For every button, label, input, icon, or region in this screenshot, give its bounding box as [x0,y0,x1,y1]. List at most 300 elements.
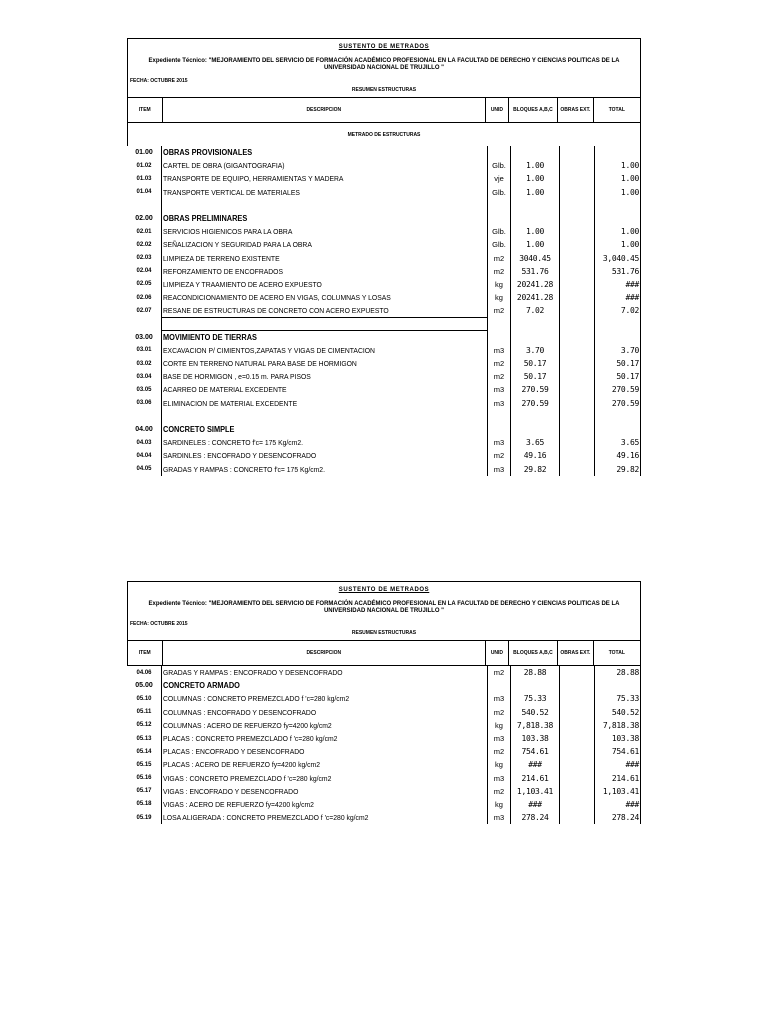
item-unit-text: kg [495,720,503,730]
item-total-value [594,238,641,251]
col-item: ITEM [138,107,151,113]
item-total-value [594,732,641,745]
item-bloques-value-text: 20241.28 [516,293,554,303]
item-code-text: 05.14 [136,748,152,755]
table-row [127,758,641,771]
item-obras-value [559,397,594,410]
item-code-text: 04.03 [136,439,152,446]
item-unit [488,811,510,824]
item-total-value [594,449,641,462]
fecha: FECHA: OCTUBRE 2015 [130,78,188,84]
item-bloques-value [510,772,559,785]
item-description-text: TRANSPORTE DE EQUIPO, HERRAMIENTAS Y MADERA [163,174,344,184]
item-code-text: 03.01 [136,347,152,354]
item-unit-text: Glb. [492,187,506,197]
item-total-value-text: 50.17 [616,372,639,382]
item-unit [488,238,510,251]
item-bloques-value [510,423,559,436]
col-descripcion: DESCRIPCION [162,641,486,665]
item-total-value [594,265,641,278]
table-row [127,278,641,291]
item-unit-text: m2 [493,707,505,717]
item-total-value-text: 1.00 [620,161,639,171]
item-total-value-text: 1.00 [620,227,639,237]
item-bloques-value-text: 3.70 [525,345,545,355]
table-row [127,666,641,679]
item-total-value [594,304,641,317]
item-bloques-value [510,692,559,705]
col-bloques: BLOQUES A,B,C [508,641,557,665]
item-unit [488,679,510,692]
item-obras-value [559,317,594,330]
item-obras-value [559,772,594,785]
section-row [127,212,641,225]
item-code-text: 05.10 [136,695,152,702]
item-unit-text: Glb. [492,227,506,237]
table-row [127,436,641,449]
section-row [127,679,641,692]
item-bloques-value [510,172,559,185]
item-description [161,679,488,692]
item-code-text: 01.00 [135,149,153,157]
item-unit [488,317,510,330]
item-total-value-text: 29.82 [616,464,639,474]
item-bloques-value [510,252,559,265]
table-row [127,719,641,732]
item-code-text: 03.04 [136,373,152,380]
item-obras-value [559,436,594,449]
table-row [127,291,641,304]
item-total-value [594,772,641,785]
table-row [127,199,641,212]
item-unit-text: kg [495,279,503,289]
item-total-value [594,186,641,199]
item-obras-value [559,186,594,199]
item-unit [488,798,510,811]
item-code [127,463,161,476]
item-total-value [594,692,641,705]
item-total-value [594,745,641,758]
item-code [127,265,161,278]
item-unit-text: m3 [493,813,505,823]
item-total-value-text: 28.88 [616,668,639,678]
item-total-value-text: 103.38 [611,734,639,744]
item-unit-text: m2 [493,786,505,796]
item-code [127,772,161,785]
item-total-value [594,463,641,476]
item-total-value-text: 754.61 [611,747,639,757]
item-description-text: LOSA ALIGERADA : CONCRETO PREMEZCLADO f 'c=280 kg/cm2 [163,813,369,823]
item-total-value [594,357,641,370]
item-obras-value [559,278,594,291]
item-unit [488,291,510,304]
table-row [127,798,641,811]
item-description-text: OBRAS PROVISIONALES [163,148,253,158]
item-unit [488,449,510,462]
item-bloques-value [510,212,559,225]
item-code-text: 05.00 [135,682,153,690]
item-code [127,785,161,798]
item-total-value [594,436,641,449]
item-total-value [594,706,641,719]
item-bloques-value-text: 1,103.41 [516,786,554,796]
item-obras-value [559,344,594,357]
item-unit [488,252,510,265]
item-description-text: COLUMNAS : ACERO DE REFUERZO fy=4200 kg/cm2 [163,720,332,730]
item-obras-value [559,463,594,476]
item-obras-value [559,732,594,745]
item-bloques-value [510,278,559,291]
item-bloques-value-text: 103.38 [521,734,549,744]
item-bloques-value-text: 1.00 [525,240,545,250]
item-total-value [594,252,641,265]
item-bloques-value [510,159,559,172]
item-bloques-value [510,745,559,758]
item-unit-text: vje [494,174,504,184]
table-row [127,370,641,383]
item-bloques-value-text: 50.17 [523,359,547,369]
item-total-value [594,719,641,732]
item-description-text: VIGAS : ACERO DE REFUERZO fy=4200 kg/cm2 [163,799,314,809]
table-row [127,785,641,798]
item-description [161,186,488,199]
item-total-value [594,317,641,330]
item-description-text: SEÑALIZACION Y SEGURIDAD PARA LA OBRA [163,240,312,250]
item-obras-value [559,146,594,159]
item-unit-text: Glb. [492,240,506,250]
item-code [127,238,161,251]
item-code-text: 03.06 [136,400,152,407]
sheet-page-1 [127,38,641,476]
item-description [161,304,488,317]
item-total-value [594,172,641,185]
item-unit-text: kg [495,799,503,809]
item-code [127,252,161,265]
item-bloques-value [510,331,559,344]
item-unit [488,265,510,278]
item-code-text: 01.03 [136,175,152,182]
item-description-text: VIGAS : ENCOFRADO Y DESENCOFRADO [163,786,299,796]
item-description-text: REACONDICIONAMIENTO DE ACERO EN VIGAS, COLUMNAS Y LOSAS [163,293,391,303]
sheet-header [127,581,641,666]
item-unit [488,172,510,185]
item-total-value [594,410,641,423]
item-unit-text: Glb. [492,161,506,171]
item-total-value-text: 214.61 [611,773,639,783]
expediente-label: Expediente Técnico: [148,58,207,64]
item-code-text: 02.05 [136,281,152,288]
item-unit [488,225,510,238]
item-description-text: LIMPIEZA DE TERRENO EXISTENTE [163,253,280,263]
item-code [127,745,161,758]
item-total-value [594,212,641,225]
item-obras-value [559,370,594,383]
table-row [127,252,641,265]
item-obras-value [559,252,594,265]
item-description [161,159,488,172]
item-code [127,159,161,172]
item-code [127,719,161,732]
col-item: ITEM [138,650,151,656]
item-obras-value [559,423,594,436]
item-code [127,811,161,824]
item-bloques-value [510,666,559,679]
item-code [127,146,161,159]
item-total-value-text: 3.65 [620,438,639,448]
table-row [127,772,641,785]
item-unit-text: m3 [493,734,505,744]
item-code [127,397,161,410]
item-total-value-text: 540.52 [611,707,639,717]
item-code [127,732,161,745]
item-unit-text: m2 [493,253,505,263]
item-unit-text: m2 [493,451,505,461]
item-obras-value [559,304,594,317]
item-description-text: PLACAS : ENCOFRADO Y DESENCOFRADO [163,747,305,757]
col-obras: OBRAS EXT. [557,98,593,122]
item-unit [488,370,510,383]
item-total-value [594,370,641,383]
item-description-text: COLUMNAS : CONCRETO PREMEZCLADO f 'c=280 kg/cm2 [163,694,350,704]
item-code [127,383,161,396]
item-code [127,370,161,383]
item-total-value [594,679,641,692]
sheet-title: SUSTENTO DE METRADOS [338,44,430,50]
item-unit-text: kg [495,293,503,303]
item-code [127,291,161,304]
item-code [127,331,161,344]
item-description [161,798,488,811]
item-bloques-value [510,238,559,251]
item-description [161,383,488,396]
item-bloques-value [510,436,559,449]
item-total-value-text: 270.59 [611,398,639,408]
item-unit [488,146,510,159]
item-total-value [594,278,641,291]
item-code-text: 02.03 [136,255,152,262]
item-code-text: 05.15 [136,761,152,768]
item-bloques-value-text: 1.00 [525,161,545,171]
expediente-line [128,52,640,74]
item-description [161,291,488,304]
item-bloques-value-text: 3040.45 [519,253,551,263]
item-code-text: 02.01 [136,228,152,235]
item-bloques-value [510,463,559,476]
item-unit [488,410,510,423]
item-unit-text: m2 [493,266,505,276]
item-unit-text: m2 [493,668,505,678]
item-code [127,706,161,719]
item-code [127,172,161,185]
item-obras-value [559,745,594,758]
item-description-text: MOVIMIENTO DE TIERRAS [163,332,257,342]
table-row [127,172,641,185]
item-bloques-value [510,370,559,383]
item-bloques-value-text: 1.00 [525,174,545,184]
section-row [127,331,641,344]
table-row [127,410,641,423]
item-description [161,212,488,225]
table-row [127,265,641,278]
item-obras-value [559,172,594,185]
item-description [161,317,488,330]
col-descripcion: DESCRIPCION [162,98,486,122]
item-description-text: PLACAS : ACERO DE REFUERZO fy=4200 kg/cm2 [163,760,321,770]
item-bloques-value [510,397,559,410]
item-total-value [594,397,641,410]
item-total-value [594,758,641,771]
item-code-text: 03.02 [136,360,152,367]
item-unit-text: m3 [493,438,505,448]
item-bloques-value-text: 29.82 [523,464,547,474]
table-row [127,745,641,758]
item-unit-text: m3 [493,464,505,474]
expediente-line [128,595,640,617]
item-unit [488,212,510,225]
item-code [127,758,161,771]
item-description-text: SERVICIOS HIGIENICOS PARA LA OBRA [163,227,293,237]
item-code-text: 03.00 [135,333,153,341]
table-row [127,225,641,238]
item-description-text: OBRAS PRELIMINARES [163,214,248,224]
item-bloques-value [510,811,559,824]
item-unit [488,344,510,357]
item-obras-value [559,758,594,771]
table-row [127,344,641,357]
table-row [127,357,641,370]
section-row [127,146,641,159]
item-total-value [594,225,641,238]
item-unit [488,304,510,317]
item-total-value [594,291,641,304]
item-description-text: COLUMNAS : ENCOFRADO Y DESENCOFRADO [163,707,317,717]
item-bloques-value [510,410,559,423]
fecha: FECHA: OCTUBRE 2015 [130,621,188,627]
item-obras-value [559,692,594,705]
column-header-row [128,97,640,123]
item-bloques-value-text: 7.02 [525,306,545,316]
item-unit [488,186,510,199]
item-bloques-value-text: 28.88 [523,668,547,678]
item-code-text: 04.04 [136,452,152,459]
item-obras-value [559,357,594,370]
item-total-value-text: 1.00 [620,240,639,250]
item-obras-value [559,719,594,732]
item-unit [488,383,510,396]
item-code-text: 05.17 [136,788,152,795]
item-description [161,331,488,344]
item-bloques-value [510,317,559,330]
item-code [127,186,161,199]
item-obras-value [559,199,594,212]
item-code-text: 05.12 [136,722,152,729]
table-row [127,692,641,705]
item-code-text: 02.02 [136,241,152,248]
item-bloques-value-text: 531.76 [521,266,549,276]
item-code-text: 02.04 [136,268,152,275]
item-total-value-text: 49.16 [616,451,639,461]
table-row [127,706,641,719]
item-bloques-value-text: 20241.28 [516,279,554,289]
item-bloques-value-text: 1.00 [525,187,545,197]
item-unit [488,666,510,679]
item-code [127,344,161,357]
table-row [127,397,641,410]
item-description [161,225,488,238]
item-bloques-value [510,225,559,238]
col-total: TOTAL [593,641,640,665]
expediente-label: Expediente Técnico: [148,601,207,607]
item-total-value-text: ### [625,279,639,289]
item-total-value-text: 3.70 [620,345,639,355]
sheet-title: SUSTENTO DE METRADOS [338,587,430,593]
item-description [161,397,488,410]
item-total-value-text: 50.17 [616,359,639,369]
item-bloques-value [510,758,559,771]
item-code-text: 04.00 [135,426,153,434]
item-description-text: BASE DE HORMIGON , e=0.15 m. PARA PISOS [163,372,311,382]
item-description [161,785,488,798]
table-row [127,463,641,476]
item-description-text: RESANE DE ESTRUCTURAS DE CONCRETO CON ACERO EXPUESTO [163,306,389,316]
item-description [161,146,488,159]
item-total-value-text: ### [625,293,639,303]
item-description [161,692,488,705]
item-obras-value [559,666,594,679]
item-description-text: LIMPIEZA Y TRAAMIENTO DE ACERO EXPUESTO [163,279,322,289]
item-code [127,798,161,811]
table-row [127,186,641,199]
item-description [161,758,488,771]
item-code [127,212,161,225]
item-bloques-value [510,199,559,212]
resumen-label: RESUMEN ESTRUCTURAS [351,630,417,636]
item-code-text: 05.13 [136,735,152,742]
item-description [161,706,488,719]
item-code [127,199,161,212]
sheet-header [127,38,641,123]
item-bloques-value-text: 49.16 [523,451,547,461]
item-description-text: TRANSPORTE VERTICAL DE MATERIALES [163,187,300,197]
item-total-value-text: 1,103.41 [602,786,639,796]
item-description [161,265,488,278]
item-total-value-text: 7.02 [620,306,639,316]
item-code [127,666,161,679]
item-unit [488,357,510,370]
item-code [127,436,161,449]
item-obras-value [559,159,594,172]
item-code [127,304,161,317]
item-total-value-text: 7,818.38 [602,720,639,730]
item-bloques-value [510,291,559,304]
item-obras-value [559,291,594,304]
item-obras-value [559,449,594,462]
table-row [127,732,641,745]
item-description-text: GRADAS Y RAMPAS : ENCOFRADO Y DESENCOFRADO [163,668,343,678]
item-unit [488,719,510,732]
item-unit-text: m2 [493,747,505,757]
item-unit [488,732,510,745]
item-code-text: 02.07 [136,307,152,314]
column-header-row [128,640,640,666]
item-bloques-value [510,719,559,732]
item-total-value-text: 75.33 [616,694,639,704]
item-code-text: 01.02 [136,162,152,169]
table-body-page-2 [127,666,641,824]
item-description [161,449,488,462]
col-unid: UNID [485,641,508,665]
sheet-page-2 [127,581,641,824]
